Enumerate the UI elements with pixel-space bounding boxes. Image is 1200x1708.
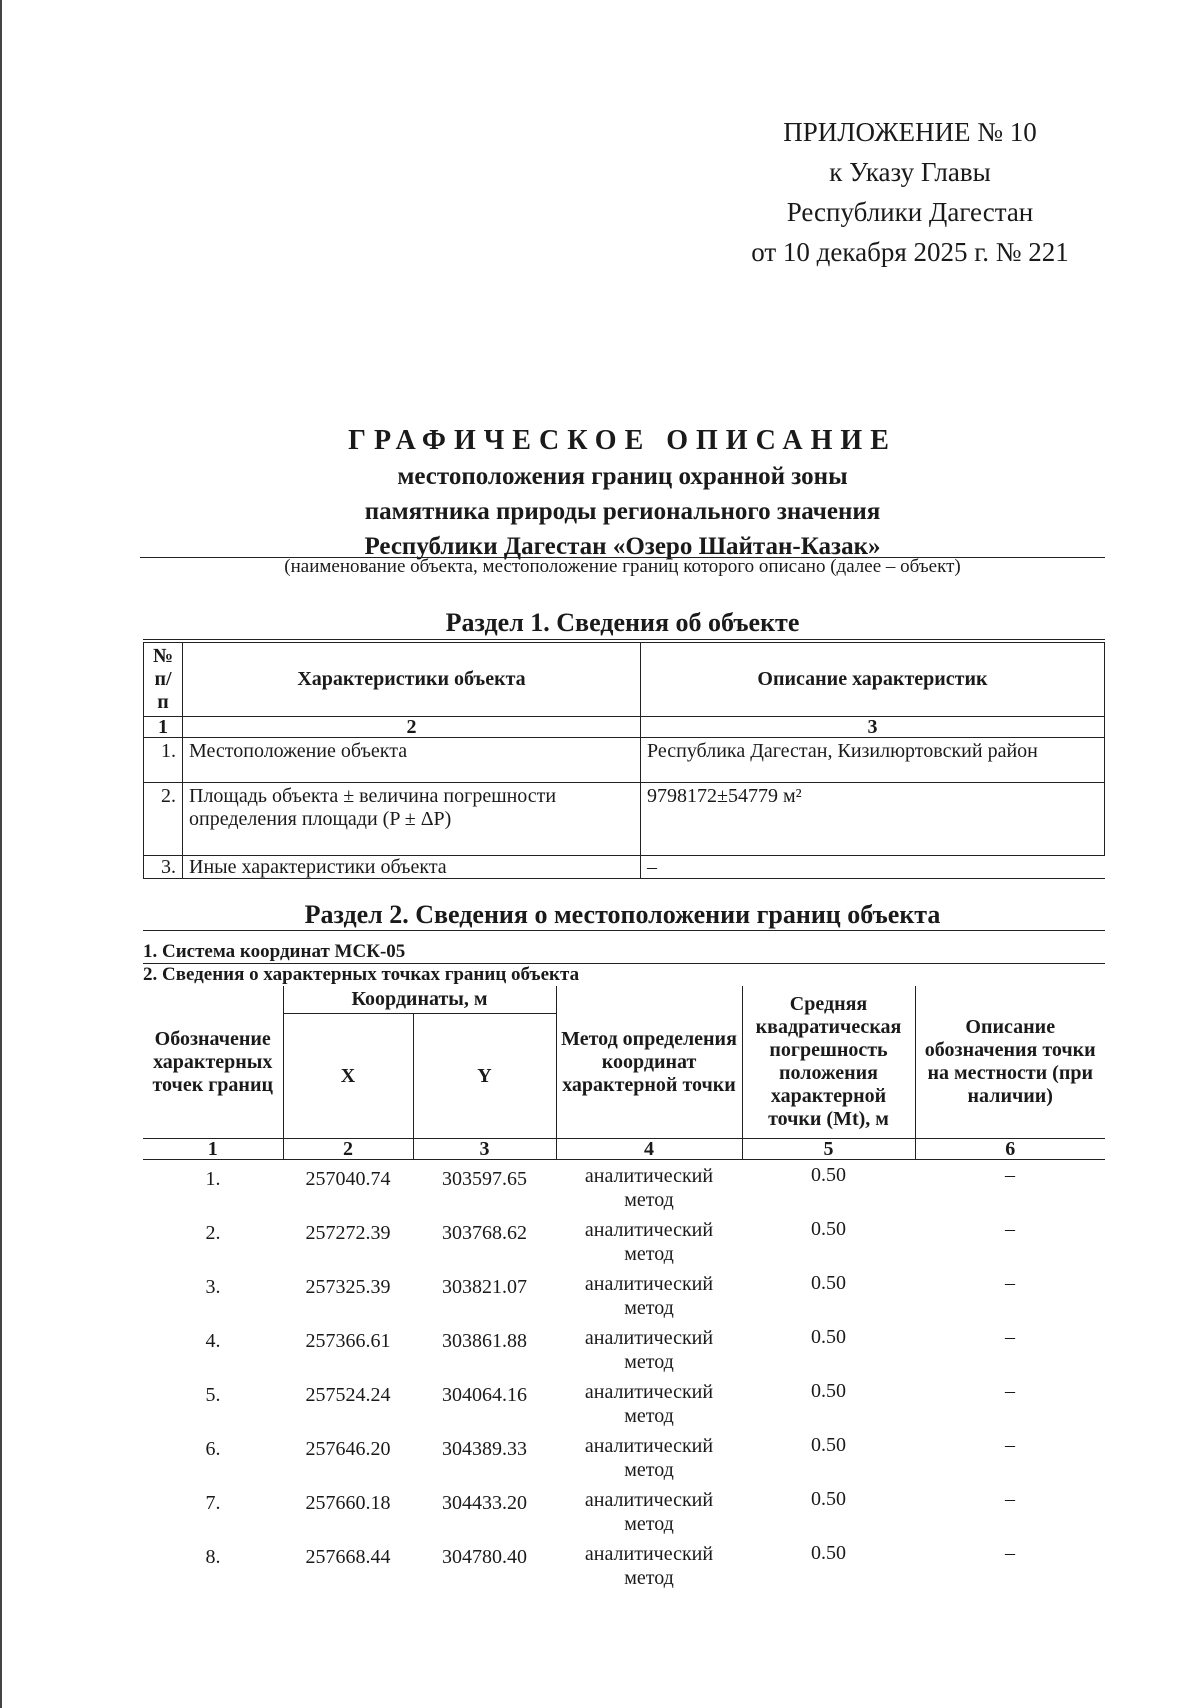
col-header-y: Y <box>413 1014 556 1139</box>
section-1-heading-rule <box>143 639 1105 640</box>
point-error: 0.50 <box>811 1380 846 1402</box>
row-number: 2. <box>144 783 183 856</box>
col-header-description: Описание характеристик <box>641 643 1105 717</box>
table-row <box>144 783 1105 856</box>
appendix-republic: Республики Дагестан <box>786 197 1034 227</box>
point-method: аналитический метод <box>584 1273 714 1319</box>
point-description: – <box>1005 1272 1015 1294</box>
row-number: 1. <box>144 738 183 783</box>
point-x: 257524.24 <box>305 1384 391 1406</box>
table-row <box>143 1376 1105 1430</box>
point-description: – <box>1005 1218 1015 1240</box>
appendix-number: ПРИЛОЖЕНИЕ № 10 <box>783 117 1037 147</box>
col-header-method: Метод определения координат характерной точки <box>556 986 742 1139</box>
point-method: аналитический метод <box>584 1489 714 1535</box>
point-description: – <box>1005 1488 1015 1510</box>
point-error: 0.50 <box>811 1488 846 1510</box>
title-sub-2: памятника природы регионального значения <box>364 498 881 525</box>
point-x: 257272.39 <box>305 1222 391 1244</box>
title-caption: (наименование объекта, местоположение границ которого описано (далее – объект) <box>284 556 961 577</box>
point-method: аналитический метод <box>584 1435 714 1481</box>
title-sub-3: Республики Дагестан «Озеро Шайтан-Казак» <box>364 533 881 560</box>
col-header-designation: Обозначение характерных точек границ <box>143 986 283 1139</box>
row-number: 3. <box>144 856 183 879</box>
point-method: аналитический метод <box>584 1327 714 1373</box>
appendix-decree: к Указу Главы <box>829 157 991 187</box>
point-method: аналитический метод <box>584 1165 714 1211</box>
point-error: 0.50 <box>811 1272 846 1294</box>
row-description: 9798172±54779 м² <box>641 783 1105 856</box>
point-x: 257366.61 <box>305 1330 391 1352</box>
point-error: 0.50 <box>811 1164 846 1186</box>
point-y: 303821.07 <box>442 1276 527 1298</box>
row-description: Республика Дагестан, Кизилюртовский район <box>641 738 1105 783</box>
col-number: 2 <box>283 1139 413 1160</box>
point-y: 304389.33 <box>442 1438 527 1460</box>
point-y: 303768.62 <box>442 1222 527 1244</box>
col-number: 1 <box>144 717 183 738</box>
table-row <box>143 1214 1105 1268</box>
coordinate-system: 1. Система координат МСК-05 <box>143 941 406 962</box>
col-number: 2 <box>183 717 641 738</box>
point-number: 8. <box>205 1546 221 1568</box>
table-row <box>143 1538 1105 1592</box>
section-1-heading: Раздел 1. Сведения об объекте <box>445 608 800 637</box>
point-method: аналитический метод <box>584 1543 714 1589</box>
col-number: 1 <box>143 1139 283 1160</box>
point-description: – <box>1005 1434 1015 1456</box>
point-y: 303597.65 <box>442 1168 527 1190</box>
point-x: 257325.39 <box>305 1276 391 1298</box>
point-number: 2. <box>205 1222 221 1244</box>
point-y: 304064.16 <box>442 1384 527 1406</box>
col-header-error: Средняя квадратическая погрешность положения характерной точки (Mt), м <box>742 986 915 1139</box>
appendix-header <box>720 112 1100 272</box>
col-header-coordinates: Координаты, м <box>283 986 556 1014</box>
table-row <box>143 1322 1105 1376</box>
points-title: 2. Сведения о характерных точках границ объекта <box>143 964 580 985</box>
point-number: 7. <box>205 1492 221 1514</box>
col-header-point-description: Описание обозначения точки на местности (при наличии) <box>915 986 1105 1139</box>
point-error: 0.50 <box>811 1218 846 1240</box>
point-description: – <box>1005 1326 1015 1348</box>
point-error: 0.50 <box>811 1326 846 1348</box>
point-description: – <box>1005 1542 1015 1564</box>
table-row <box>144 856 1105 879</box>
point-number: 4. <box>205 1330 221 1352</box>
table-row <box>143 1430 1105 1484</box>
row-characteristic: Площадь объекта ± величина погрешности определения площади (P ± ΔP) <box>183 783 641 856</box>
point-description: – <box>1005 1380 1015 1402</box>
section-2-heading: Раздел 2. Сведения о местоположении границ объекта <box>304 900 941 929</box>
col-number: 5 <box>742 1139 915 1160</box>
col-header-x: X <box>283 1014 413 1139</box>
document-title <box>140 423 1105 564</box>
point-y: 304780.40 <box>442 1546 527 1568</box>
row-characteristic: Местоположение объекта <box>183 738 641 783</box>
point-x: 257660.18 <box>305 1492 391 1514</box>
col-header-characteristics: Характеристики объекта <box>183 643 641 717</box>
point-error: 0.50 <box>811 1434 846 1456</box>
point-number: 6. <box>205 1438 221 1460</box>
col-number: 3 <box>413 1139 556 1160</box>
table-row <box>143 1268 1105 1322</box>
object-info-table <box>143 642 1105 879</box>
point-x: 257040.74 <box>305 1168 391 1190</box>
point-x: 257646.20 <box>305 1438 391 1460</box>
col-number: 3 <box>641 717 1105 738</box>
row-characteristic: Иные характеристики объекта <box>183 856 641 879</box>
point-number: 3. <box>205 1276 221 1298</box>
col-number: 4 <box>556 1139 742 1160</box>
title-main: ГРАФИЧЕСКОЕ ОПИСАНИЕ <box>348 425 897 456</box>
table-row <box>144 738 1105 783</box>
appendix-date: от 10 декабря 2025 г. № 221 <box>751 237 1069 267</box>
section-2-heading-rule <box>143 930 1105 931</box>
point-y: 303861.88 <box>442 1330 527 1352</box>
row-description: – <box>641 856 1105 879</box>
point-method: аналитический метод <box>584 1381 714 1427</box>
table-row <box>143 1160 1105 1215</box>
col-header-no: № п/п <box>144 643 183 717</box>
point-error: 0.50 <box>811 1542 846 1564</box>
boundary-points-table <box>143 986 1105 1592</box>
page-left-edge <box>0 0 2 1708</box>
point-number: 5. <box>205 1384 221 1406</box>
point-method: аналитический метод <box>584 1219 714 1265</box>
point-x: 257668.44 <box>305 1546 391 1568</box>
point-description: – <box>1005 1164 1015 1186</box>
table-row <box>143 1484 1105 1538</box>
point-number: 1. <box>205 1168 221 1190</box>
point-y: 304433.20 <box>442 1492 527 1514</box>
col-number: 6 <box>915 1139 1105 1160</box>
title-sub-1: местоположения границ охранной зоны <box>397 463 848 490</box>
